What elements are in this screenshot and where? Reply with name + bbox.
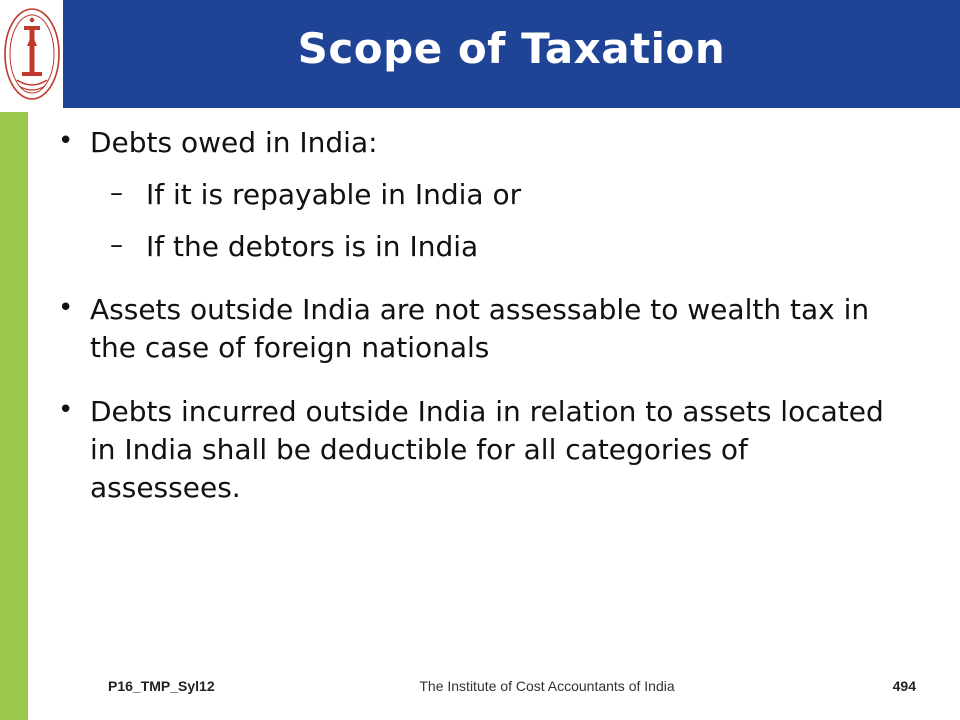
list-item <box>46 291 906 367</box>
footer-page-number: 494 <box>892 678 916 694</box>
list-item <box>46 393 906 506</box>
list-item <box>46 228 906 266</box>
spacer <box>46 381 906 393</box>
footer-institute-name: The Institute of Cost Accountants of India <box>419 678 675 694</box>
page-title: Scope of Taxation <box>297 24 726 73</box>
bullet-marker: – <box>110 177 123 208</box>
institute-seal-icon <box>3 6 61 102</box>
left-accent-bar <box>0 112 28 720</box>
bullet-marker: • <box>58 293 74 324</box>
bullet-marker: – <box>110 229 123 260</box>
list-item <box>46 124 906 162</box>
list-item-text: Debts incurred outside India in relation to assets located in India shall be deductible for all categories of assessees. <box>90 394 884 504</box>
bullet-marker: • <box>58 126 74 156</box>
slide-body <box>46 124 906 520</box>
list-item-text: If it is repayable in India or <box>146 177 522 211</box>
list-item-text: Debts owed in India: <box>90 126 378 159</box>
list-item <box>46 176 906 214</box>
spacer <box>46 279 906 291</box>
logo <box>0 0 63 108</box>
footer <box>28 672 938 700</box>
footer-course-code: P16_TMP_Syl12 <box>108 678 215 694</box>
bullet-marker: • <box>58 394 74 425</box>
list-item-text: If the debtors is in India <box>146 229 479 263</box>
list-item-text: Assets outside India are not assessable to wealth tax in the case of foreign nationals <box>90 293 870 365</box>
